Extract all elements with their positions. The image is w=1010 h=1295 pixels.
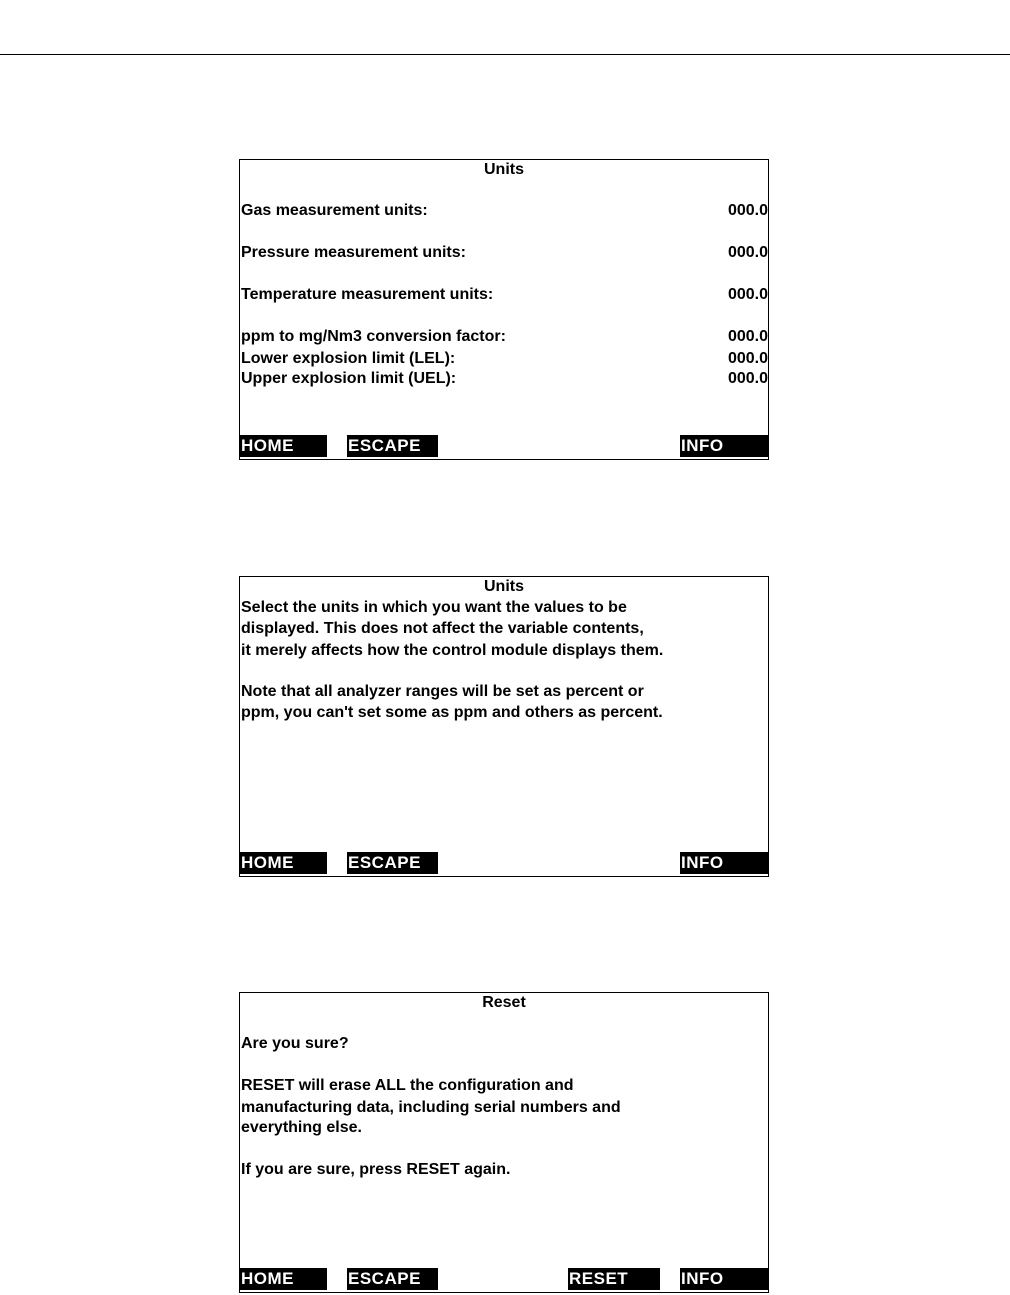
conversion-factor-row[interactable] — [241, 327, 768, 346]
home-button[interactable]: HOME — [240, 852, 327, 874]
units-info-screen — [239, 576, 769, 877]
temperature-units-label: Temperature measurement units: — [241, 286, 494, 303]
info-text-line: it merely affects how the control module displays them. — [241, 642, 664, 659]
gas-units-row[interactable] — [241, 201, 768, 220]
info-text-line: ppm, you can't set some as ppm and others as percent. — [241, 704, 663, 721]
warning-text-line: everything else. — [241, 1119, 362, 1136]
temperature-units-row[interactable] — [241, 285, 768, 304]
home-button[interactable]: HOME — [240, 435, 327, 457]
info-button[interactable]: INFO — [680, 435, 768, 457]
uel-label: Upper explosion limit (UEL): — [241, 370, 457, 387]
temperature-units-value: 000.0 — [727, 286, 768, 303]
page-header-rule — [0, 54, 1010, 55]
gas-units-value: 000.0 — [727, 202, 768, 219]
info-text-line: displayed. This does not affect the variable contents, — [241, 620, 644, 637]
lel-label: Lower explosion limit (LEL): — [241, 350, 456, 367]
escape-button[interactable]: ESCAPE — [347, 852, 438, 874]
conversion-factor-value: 000.0 — [727, 328, 768, 345]
lel-row[interactable] — [241, 349, 768, 368]
warning-text-line: manufacturing data, including serial numbers and — [241, 1099, 621, 1116]
units-settings-screen — [239, 159, 769, 460]
warning-text-line: RESET will erase ALL the configuration and — [241, 1077, 574, 1094]
confirm-question: Are you sure? — [241, 1035, 349, 1052]
reset-button[interactable]: RESET — [568, 1268, 660, 1290]
pressure-units-row[interactable] — [241, 243, 768, 262]
info-text-line: Select the units in which you want the values to be — [241, 599, 627, 616]
conversion-factor-label: ppm to mg/Nm3 conversion factor: — [241, 328, 506, 345]
pressure-units-value: 000.0 — [727, 244, 768, 261]
instruction-text: If you are sure, press RESET again. — [241, 1161, 511, 1178]
uel-value: 000.0 — [727, 370, 768, 387]
info-button[interactable]: INFO — [680, 852, 768, 874]
home-button[interactable]: HOME — [240, 1268, 327, 1290]
screen-title: Units — [484, 578, 524, 595]
screen-title: Reset — [482, 994, 526, 1011]
reset-confirm-screen — [239, 992, 769, 1293]
uel-row[interactable] — [241, 369, 768, 388]
escape-button[interactable]: ESCAPE — [347, 435, 438, 457]
gas-units-label: Gas measurement units: — [241, 202, 428, 219]
lel-value: 000.0 — [727, 350, 768, 367]
screen-title: Units — [484, 161, 524, 178]
info-text-line: Note that all analyzer ranges will be set as percent or — [241, 683, 644, 700]
escape-button[interactable]: ESCAPE — [347, 1268, 438, 1290]
pressure-units-label: Pressure measurement units: — [241, 244, 466, 261]
info-button[interactable]: INFO — [680, 1268, 768, 1290]
